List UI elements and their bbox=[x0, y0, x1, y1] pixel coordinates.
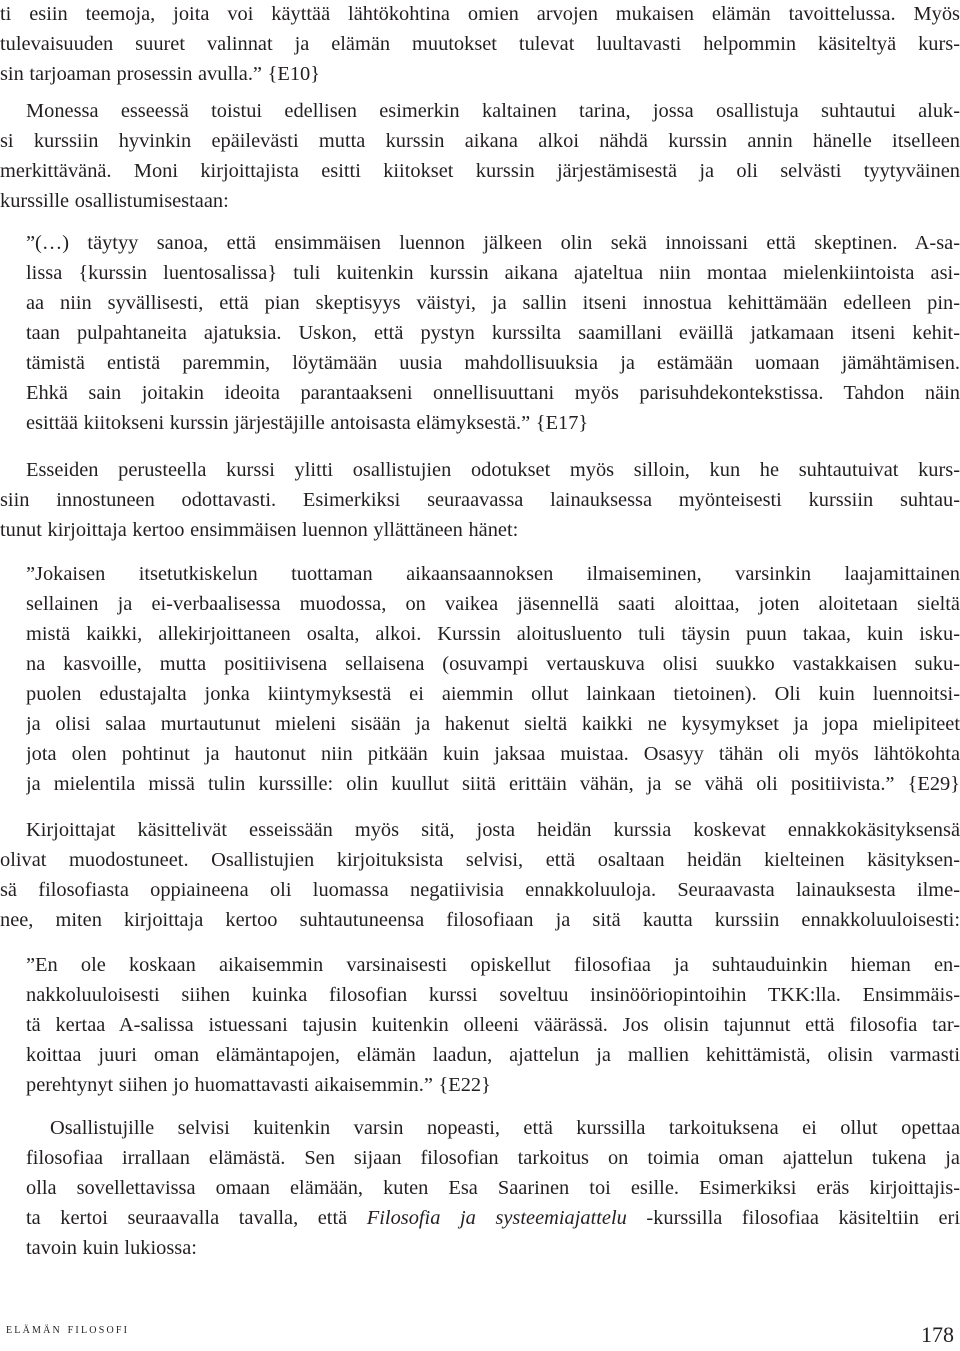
text-line: nakkoluuloisesti siihen kuinka filosofian kurssi soveltuu insinööriopintoihin TKK:lla. Ensimmäis- bbox=[26, 984, 960, 1006]
text-line: olla sovellettavissa omaan elämään, kuten Esa Saarinen toi esille. Esimerkiksi eräs kirjoittajis- bbox=[26, 1177, 960, 1199]
text-line: sellainen ja ei-verbaalisessa muodossa, on vaikea jäsennellä saati aloittaa, joten aloitetaan sieltä bbox=[26, 593, 960, 615]
text-line: jota olen pohtinut ja hautonut niin pitkään kuin jaksaa muistaa. Osasyy tähän oli myös lähtökohta bbox=[26, 743, 960, 765]
page-number: 178 bbox=[921, 1322, 954, 1347]
paragraph-continuation bbox=[0, 0, 960, 89]
text-line: si kurssiin hyvinkin epäilevästi mutta kurssin aikana alkoi nähdä kurssin annin hänelle itselleen bbox=[0, 130, 960, 152]
text-line: perehtynyt siihen jo huomattavasti aikaisemmin.” {E22} bbox=[26, 1074, 491, 1096]
block-quote bbox=[26, 559, 960, 799]
text-line: koittaa juuri oman elämäntapojen, elämän laadun, ajattelun ja mallien kehittämistä, olisin varmasti bbox=[26, 1044, 960, 1066]
text-line: tä kertaa A-salissa istuessani tajusin kuitenkin olleeni väärässä. Jos olisin tajunnut että filosofia tar- bbox=[26, 1014, 960, 1036]
course-title-italic: Filosofia ja systeemiajattelu bbox=[366, 1207, 627, 1229]
text-segment: -kurssilla filosofiaa käsiteltiin eri bbox=[626, 1207, 960, 1229]
text-line: merkittävänä. Moni kirjoittajista esitti kiitokset kurssin järjestämisestä ja oli selvästi tyytyväinen bbox=[0, 160, 960, 182]
text-line: ja mielentila missä tulin kurssille: olin kuullut siitä erittäin vähän, ja se vähä oli positiivista.” {E29} bbox=[26, 773, 960, 795]
text-line: tämistä entistä paremmin, löytämään uusia mahdollisuuksia ja estämään uomaan jämähtämisen. bbox=[26, 352, 960, 374]
text-line: ”(…) täytyy sanoa, että ensimmäisen luennon jälkeen olin sekä innoissani että skeptinen. A-sa- bbox=[26, 232, 960, 254]
paragraph bbox=[0, 455, 960, 545]
paragraph bbox=[0, 815, 960, 935]
text-line: ”En ole koskaan aikaisemmin varsinaisesti opiskellut filosofiaa ja suhtauduinkin hieman en- bbox=[26, 954, 960, 976]
text-segment: ta kertoi seuraavalla tavalla, että bbox=[26, 1207, 367, 1229]
text-line: Osallistujille selvisi kuitenkin varsin nopeasti, että kurssilla tarkoituksena ei ollut opettaa bbox=[50, 1117, 960, 1139]
running-footer-title: elämän filosofi bbox=[6, 1322, 130, 1337]
text-line: lissa {kurssin luentosalissa} tuli kuitenkin kurssin aikana ajateltua niin montaa mielenkiintoista asi- bbox=[26, 262, 960, 284]
paragraph bbox=[26, 1113, 960, 1263]
text-line: Esseiden perusteella kurssi ylitti osallistujien odotukset myös silloin, kun he suhtautuivat kurs- bbox=[26, 459, 960, 481]
text-line: olivat muodostuneet. Osallistujien kirjoituksista selvisi, että osaltaan heidän kielteinen käsityksen- bbox=[0, 849, 960, 871]
text-line: tulevaisuuden suuret valinnat ja elämän muutokset tulevat luultavasti helpommin käsiteltyä kurs- bbox=[0, 33, 960, 55]
text-line: nee, miten kirjoittaja kertoo suhtautuneensa filosofiaan ja sitä kautta kurssiin ennakkoluuloisesti: bbox=[0, 909, 960, 931]
text-line: sä filosofiasta oppiaineena oli luomassa negatiivisia ennakkoluuloja. Seuraavasta lainauksesta ilme- bbox=[0, 879, 960, 901]
text-line: ”Jokaisen itsetutkiskelun tuottaman aikaansaannoksen ilmaiseminen, varsinkin laajamittainen bbox=[26, 563, 960, 585]
text-line: Monessa esseessä toistui edellisen esimerkin kaltainen tarina, jossa osallistuja suhtautui aluk- bbox=[26, 100, 960, 122]
text-line: kurssille osallistumisestaan: bbox=[0, 190, 229, 212]
text-line: Ehkä sain joitakin ideoita parantaakseni onnellisuuttani myös parisuhdekontekstissa. Tahdon näin bbox=[26, 382, 960, 404]
text-line: tavoin kuin lukiossa: bbox=[26, 1237, 197, 1259]
block-quote bbox=[26, 228, 960, 438]
text-line: sin tarjoaman prosessin avulla.” {E10} bbox=[0, 63, 320, 85]
paragraph bbox=[0, 96, 960, 216]
text-line: tunut kirjoittaja kertoo ensimmäisen luennon yllättäneen hänet: bbox=[0, 519, 519, 541]
text-line: Kirjoittajat käsittelivät esseissään myös sitä, josta heidän kurssia koskevat ennakkokäsityksensä bbox=[26, 819, 960, 841]
text-line: ja olisi salaa murtautunut mieleni sisään ja hakenut sieltä kaikki ne kysymykset ja jopa mielipiteet bbox=[26, 713, 960, 735]
text-line: filosofiaa irrallaan elämästä. Sen sijaan filosofian tarkoitus on toimia oman ajattelun tukena ja bbox=[26, 1147, 960, 1169]
text-line: esittää kiitokseni kurssin järjestäjille antoisasta elämyksestä.” {E17} bbox=[26, 412, 589, 434]
block-quote bbox=[26, 950, 960, 1100]
text-line: na kasvoille, mutta positiivisena sellaisena (osuvampi vertauskuva olisi suukko vastakkaisen suku- bbox=[26, 653, 960, 675]
text-line-with-title bbox=[26, 1203, 960, 1233]
text-line: mistä kaikki, allekirjoittaneen osalta, alkoi. Kurssin aloitusluento tuli täysin puun takaa, kuin isku- bbox=[26, 623, 960, 645]
text-line: ti esiin teemoja, joita voi käyttää lähtökohtina omien arvojen mukaisen elämän tavoittelussa. Myös bbox=[0, 3, 960, 25]
text-line: siin innostuneen odottavasti. Esimerkiksi seuraavassa lainauksessa myönteisesti kurssiin suhtau- bbox=[0, 489, 960, 511]
text-line: taan pulpahtaneita ajatuksia. Uskon, että pystyn kurssilta saamillani eväillä jatkamaan itseni kehit- bbox=[26, 322, 960, 344]
text-line: aa niin syvällisesti, että pian skeptisyys väistyi, ja sallin itseni innostua kehittämään edelleen pin- bbox=[26, 292, 960, 314]
text-line: puolen edustajalta jonka kiintymyksestä ei aiemmin ollut lainkaan tietoinen). Oli kuin luennoitsi- bbox=[26, 683, 960, 705]
